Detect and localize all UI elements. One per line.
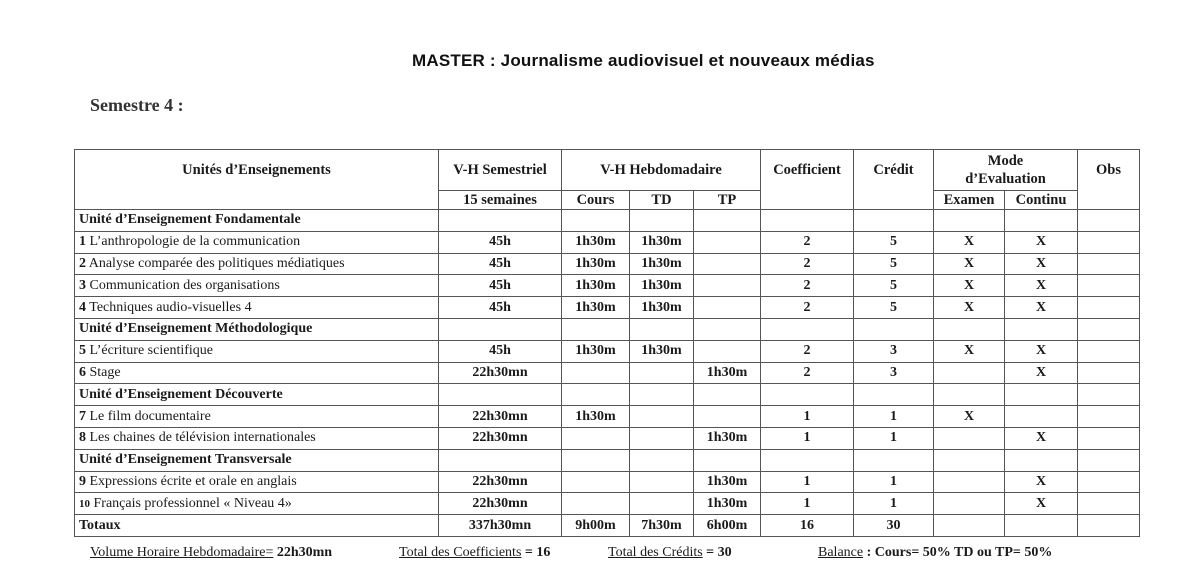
section-title: Unité d’Enseignement Découverte <box>75 384 439 406</box>
continu-cell <box>1005 406 1078 428</box>
course-name-cell <box>75 297 439 319</box>
course-number: 4 <box>79 299 86 315</box>
course-name: Expressions écrite et orale en anglais <box>89 473 297 489</box>
td-cell <box>630 493 694 515</box>
footer-credits <box>608 545 732 561</box>
examen-cell <box>934 427 1005 449</box>
section-empty-cell <box>694 384 761 406</box>
header-examen: Examen <box>934 191 1005 210</box>
examen-cell <box>934 471 1005 493</box>
cours-cell <box>562 427 630 449</box>
cours-cell: 1h30m <box>562 275 630 297</box>
course-name-cell <box>75 406 439 428</box>
section-empty-cell <box>934 384 1005 406</box>
section-row <box>75 210 1140 232</box>
vh-semestriel-cell: 45h <box>439 231 562 253</box>
vh-semestriel-cell: 22h30mn <box>439 471 562 493</box>
section-empty-cell <box>934 318 1005 340</box>
tp-cell: 1h30m <box>694 427 761 449</box>
section-title: Unité d’Enseignement Transversale <box>75 449 439 471</box>
tp-cell <box>694 231 761 253</box>
header-credit: Crédit <box>854 150 934 191</box>
header-semaines: 15 semaines <box>439 191 562 210</box>
section-row <box>75 384 1140 406</box>
td-cell <box>630 406 694 428</box>
obs-cell <box>1078 427 1140 449</box>
obs-cell <box>1078 253 1140 275</box>
td-cell: 1h30m <box>630 253 694 275</box>
obs-cell <box>1078 297 1140 319</box>
cours-cell: 1h30m <box>562 340 630 362</box>
vh-semestriel-cell: 22h30mn <box>439 427 562 449</box>
footer-volume <box>90 545 332 561</box>
course-row <box>75 362 1140 384</box>
course-name: Français professionnel « Niveau 4» <box>93 495 292 511</box>
totals-empty-cell <box>1078 515 1140 537</box>
course-name-cell <box>75 427 439 449</box>
examen-cell: X <box>934 340 1005 362</box>
totals-label: Totaux <box>75 515 439 537</box>
coefficient-cell: 1 <box>761 471 854 493</box>
course-row <box>75 493 1140 515</box>
tp-cell <box>694 253 761 275</box>
vh-semestriel-cell: 45h <box>439 253 562 275</box>
section-empty-cell <box>439 318 562 340</box>
section-empty-cell <box>761 210 854 232</box>
course-name-cell <box>75 362 439 384</box>
course-row <box>75 253 1140 275</box>
cours-cell: 1h30m <box>562 253 630 275</box>
course-number: 1 <box>79 234 86 250</box>
semester-heading: Semestre 4 : <box>90 95 184 115</box>
footer-coef-value: = 16 <box>524 545 551 560</box>
examen-cell: X <box>934 253 1005 275</box>
credit-cell: 3 <box>854 362 934 384</box>
course-name: Les chaines de télévision internationales <box>89 430 316 446</box>
section-empty-cell <box>694 318 761 340</box>
coefficient-cell: 2 <box>761 297 854 319</box>
footer-coef-label: Total des Coefficients <box>399 545 522 560</box>
section-empty-cell <box>439 449 562 471</box>
examen-cell: X <box>934 406 1005 428</box>
header-mode-line1: Mode <box>987 153 1024 169</box>
header-coefficient-cont <box>761 191 854 210</box>
header-vh-hebdomadaire: V-H Hebdomadaire <box>562 150 761 191</box>
coefficient-cell: 2 <box>761 231 854 253</box>
course-name-cell <box>75 231 439 253</box>
section-empty-cell <box>1005 210 1078 232</box>
header-row-bottom <box>75 191 1140 210</box>
course-row <box>75 231 1140 253</box>
header-credit-cont <box>854 191 934 210</box>
section-empty-cell <box>1078 449 1140 471</box>
credit-cell: 5 <box>854 275 934 297</box>
td-cell: 1h30m <box>630 231 694 253</box>
section-title: Unité d’Enseignement Méthodologique <box>75 318 439 340</box>
section-empty-cell <box>1078 384 1140 406</box>
section-empty-cell <box>761 449 854 471</box>
totals-td: 7h30m <box>630 515 694 537</box>
obs-cell <box>1078 275 1140 297</box>
section-empty-cell <box>1078 210 1140 232</box>
section-empty-cell <box>562 384 630 406</box>
document-title: MASTER : Journalisme audiovisuel et nouveaux médias <box>412 51 875 70</box>
continu-cell: X <box>1005 340 1078 362</box>
course-number: 7 <box>79 408 86 424</box>
totals-coefficient: 16 <box>761 515 854 537</box>
course-number: 8 <box>79 430 86 446</box>
coefficient-cell: 1 <box>761 406 854 428</box>
examen-cell: X <box>934 297 1005 319</box>
tp-cell: 1h30m <box>694 493 761 515</box>
credit-cell: 1 <box>854 406 934 428</box>
examen-cell <box>934 493 1005 515</box>
section-empty-cell <box>934 449 1005 471</box>
td-cell <box>630 427 694 449</box>
section-empty-cell <box>439 384 562 406</box>
td-cell: 1h30m <box>630 340 694 362</box>
header-mode-line2: d’Evaluation <box>965 170 1046 187</box>
header-obs-cont <box>1078 191 1140 210</box>
totals-empty-cell <box>1005 515 1078 537</box>
cours-cell: 1h30m <box>562 231 630 253</box>
section-empty-cell <box>562 449 630 471</box>
footer-volume-label: Volume Horaire Hebdomadaire= <box>90 545 274 560</box>
footer-balance-label: Balance <box>818 545 864 560</box>
tp-cell <box>694 340 761 362</box>
vh-semestriel-cell: 45h <box>439 275 562 297</box>
totals-tp: 6h00m <box>694 515 761 537</box>
section-empty-cell <box>694 210 761 232</box>
section-empty-cell <box>1005 318 1078 340</box>
footer-credits-label: Total des Crédits <box>608 545 703 560</box>
totals-credit: 30 <box>854 515 934 537</box>
cours-cell: 1h30m <box>562 406 630 428</box>
continu-cell: X <box>1005 362 1078 384</box>
summary-footer <box>0 545 1200 565</box>
totals-empty-cell <box>934 515 1005 537</box>
credit-cell: 5 <box>854 297 934 319</box>
coefficient-cell: 2 <box>761 362 854 384</box>
totals-vh: 337h30mn <box>439 515 562 537</box>
course-name: Analyse comparée des politiques médiatiques <box>88 255 345 271</box>
footer-coefficients <box>399 545 550 561</box>
course-name: Le film documentaire <box>89 408 211 424</box>
section-empty-cell <box>630 449 694 471</box>
continu-cell: X <box>1005 493 1078 515</box>
coefficient-cell: 1 <box>761 427 854 449</box>
td-cell <box>630 471 694 493</box>
section-row <box>75 449 1140 471</box>
examen-cell <box>934 362 1005 384</box>
course-number: 3 <box>79 277 86 293</box>
examen-cell: X <box>934 231 1005 253</box>
course-name-cell <box>75 471 439 493</box>
header-tp: TP <box>694 191 761 210</box>
obs-cell <box>1078 231 1140 253</box>
td-cell <box>630 362 694 384</box>
course-name: Communication des organisations <box>89 277 280 293</box>
course-name-cell <box>75 493 439 515</box>
cours-cell <box>562 362 630 384</box>
course-row <box>75 427 1140 449</box>
coefficient-cell: 2 <box>761 275 854 297</box>
totals-cours: 9h00m <box>562 515 630 537</box>
course-row <box>75 297 1140 319</box>
section-empty-cell <box>854 384 934 406</box>
header-continu: Continu <box>1005 191 1078 210</box>
header-unites: Unités d’Enseignements <box>75 150 439 191</box>
course-number: 2 <box>79 255 86 271</box>
section-title: Unité d’Enseignement Fondamentale <box>75 210 439 232</box>
footer-credits-value: = 30 <box>706 545 732 560</box>
totals-row <box>75 515 1140 537</box>
section-empty-cell <box>694 449 761 471</box>
vh-semestriel-cell: 22h30mn <box>439 406 562 428</box>
vh-semestriel-cell: 22h30mn <box>439 362 562 384</box>
continu-cell: X <box>1005 297 1078 319</box>
cours-cell <box>562 471 630 493</box>
tp-cell <box>694 275 761 297</box>
tp-cell <box>694 406 761 428</box>
course-number: 5 <box>79 343 86 359</box>
continu-cell: X <box>1005 275 1078 297</box>
credit-cell: 5 <box>854 253 934 275</box>
course-name-cell <box>75 275 439 297</box>
tp-cell <box>694 297 761 319</box>
coefficient-cell: 2 <box>761 253 854 275</box>
header-coefficient: Coefficient <box>761 150 854 191</box>
continu-cell: X <box>1005 231 1078 253</box>
section-empty-cell <box>630 210 694 232</box>
credit-cell: 1 <box>854 427 934 449</box>
curriculum-table <box>74 149 1140 537</box>
vh-semestriel-cell: 45h <box>439 340 562 362</box>
course-name-cell <box>75 253 439 275</box>
footer-balance-value: : Cours= 50% TD ou TP= 50% <box>866 545 1053 560</box>
section-empty-cell <box>562 318 630 340</box>
section-empty-cell <box>630 318 694 340</box>
continu-cell: X <box>1005 471 1078 493</box>
header-vh-semestriel: V-H Semestriel <box>439 150 562 191</box>
continu-cell: X <box>1005 253 1078 275</box>
obs-cell <box>1078 493 1140 515</box>
credit-cell: 1 <box>854 471 934 493</box>
section-empty-cell <box>854 318 934 340</box>
td-cell: 1h30m <box>630 275 694 297</box>
course-row <box>75 406 1140 428</box>
course-number: 9 <box>79 473 86 489</box>
section-empty-cell <box>630 384 694 406</box>
vh-semestriel-cell: 45h <box>439 297 562 319</box>
coefficient-cell: 1 <box>761 493 854 515</box>
course-name: L’écriture scientifique <box>89 343 213 359</box>
section-empty-cell <box>854 449 934 471</box>
course-number: 6 <box>79 364 86 380</box>
footer-balance <box>818 545 1052 561</box>
header-row-top <box>75 150 1140 191</box>
header-unites-cont <box>75 191 439 210</box>
section-row <box>75 318 1140 340</box>
coefficient-cell: 2 <box>761 340 854 362</box>
section-empty-cell <box>1078 318 1140 340</box>
course-name: Techniques audio-visuelles 4 <box>89 299 252 315</box>
obs-cell <box>1078 362 1140 384</box>
course-number: 10 <box>79 497 90 510</box>
credit-cell: 5 <box>854 231 934 253</box>
obs-cell <box>1078 471 1140 493</box>
continu-cell: X <box>1005 427 1078 449</box>
td-cell: 1h30m <box>630 297 694 319</box>
footer-volume-value: 22h30mn <box>276 545 333 560</box>
section-empty-cell <box>761 384 854 406</box>
course-name-cell <box>75 340 439 362</box>
course-row <box>75 275 1140 297</box>
credit-cell: 3 <box>854 340 934 362</box>
section-empty-cell <box>562 210 630 232</box>
cours-cell: 1h30m <box>562 297 630 319</box>
tp-cell: 1h30m <box>694 362 761 384</box>
section-empty-cell <box>934 210 1005 232</box>
course-name: Stage <box>89 364 121 380</box>
course-name: L’anthropologie de la communication <box>89 234 301 250</box>
section-empty-cell <box>1005 384 1078 406</box>
header-mode-evaluation <box>934 150 1078 191</box>
section-empty-cell <box>761 318 854 340</box>
course-row <box>75 471 1140 493</box>
header-obs: Obs <box>1078 150 1140 191</box>
header-td: TD <box>630 191 694 210</box>
obs-cell <box>1078 340 1140 362</box>
cours-cell <box>562 493 630 515</box>
section-empty-cell <box>854 210 934 232</box>
vh-semestriel-cell: 22h30mn <box>439 493 562 515</box>
course-row <box>75 340 1140 362</box>
header-cours: Cours <box>562 191 630 210</box>
credit-cell: 1 <box>854 493 934 515</box>
section-empty-cell <box>439 210 562 232</box>
tp-cell: 1h30m <box>694 471 761 493</box>
section-empty-cell <box>1005 449 1078 471</box>
obs-cell <box>1078 406 1140 428</box>
examen-cell: X <box>934 275 1005 297</box>
